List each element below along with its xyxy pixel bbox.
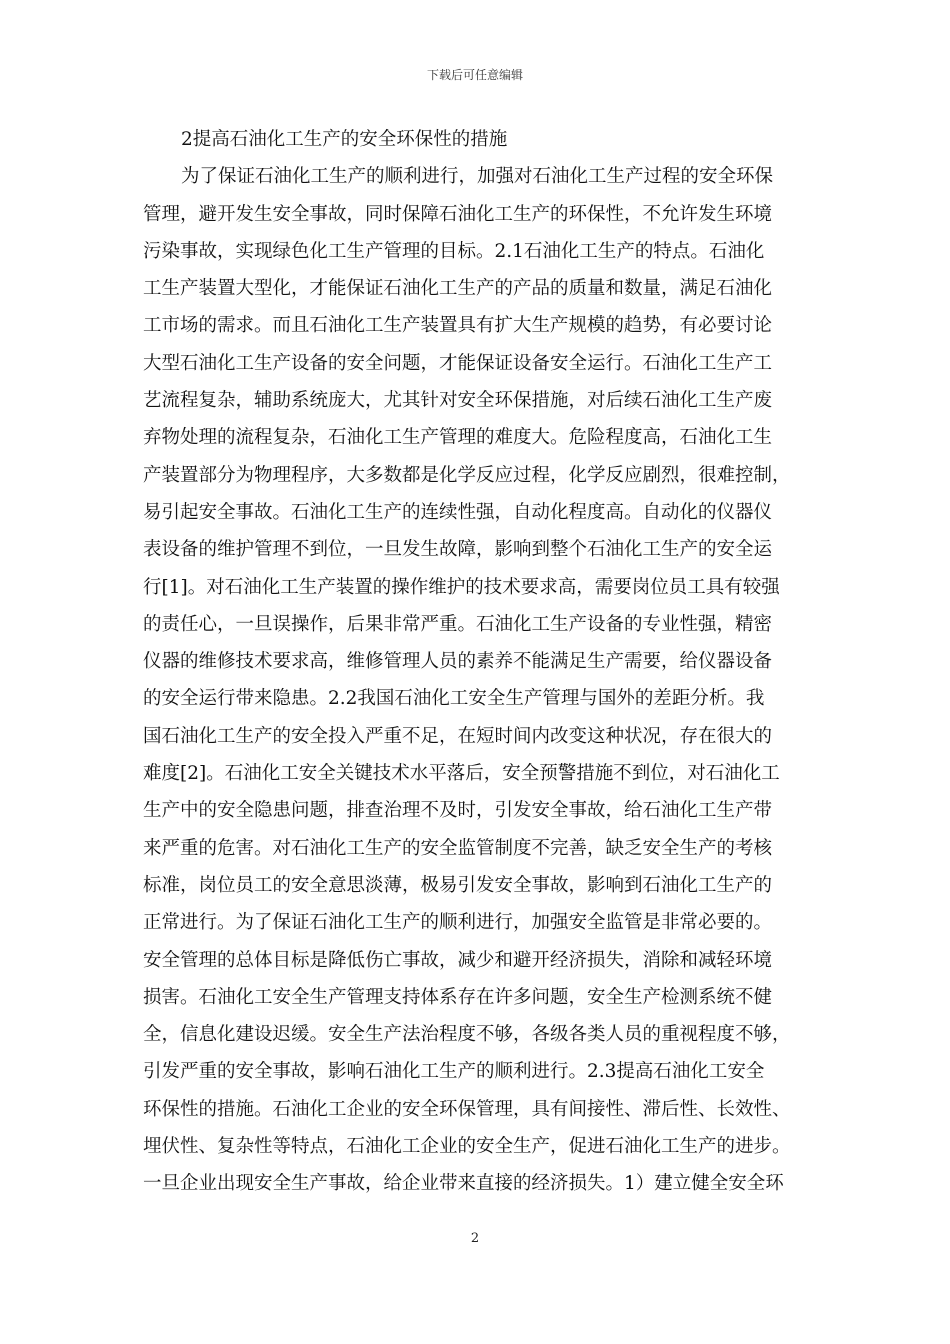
paragraph-line: 易引起安全事故。石油化工生产的连续性强，自动化程度高。自动化的仪器仪 xyxy=(143,501,773,523)
paragraph-line: 污染事故，实现绿色化工生产管理的目标。2.1石油化工生产的特点。石油化 xyxy=(143,240,765,262)
paragraph-line: 生产中的安全隐患问题，排查治理不及时，引发安全事故，给石油化工生产带 xyxy=(143,800,773,822)
paragraph-line: 安全管理的总体目标是降低伤亡事故，减少和避开经济损失，消除和减轻环境 xyxy=(143,949,773,971)
paragraph-line: 国石油化工生产的安全投入严重不足，在短时间内改变这种状况，存在很大的 xyxy=(143,725,773,747)
paragraph-line: 环保性的措施。石油化工企业的安全环保管理，具有间接性、滞后性、长效性、 xyxy=(143,1098,791,1120)
paragraph-line: 引发严重的安全事故，影响石油化工生产的顺利进行。2.3提高石油化工安全 xyxy=(143,1061,765,1083)
page-number: 2 xyxy=(470,1231,480,1246)
paragraph-line: 表设备的维护管理不到位，一旦发生故障，影响到整个石油化工生产的安全运 xyxy=(143,539,773,561)
paragraph-line: 大型石油化工生产设备的安全问题，才能保证设备安全运行。石油化工生产工 xyxy=(143,352,773,374)
paragraph-line: 损害。石油化工安全生产管理支持体系存在许多问题，安全生产检测系统不健 xyxy=(143,986,773,1008)
page-header: 下载后可任意编辑 xyxy=(426,68,523,82)
paragraph-line: 行[1]。对石油化工生产装置的操作维护的技术要求高，需要岗位员工具有较强 xyxy=(143,576,780,598)
paragraph-line: 产装置部分为物理程序，大多数都是化学反应过程，化学反应剧烈，很难控制， xyxy=(143,464,791,486)
paragraph-line: 全，信息化建设迟缓。安全生产法治程度不够，各级各类人员的重视程度不够， xyxy=(143,1024,791,1046)
paragraph-line: 来严重的危害。对石油化工生产的安全监管制度不完善，缺乏安全生产的考核 xyxy=(143,837,773,859)
section-heading: 2提高石油化工生产的安全环保性的措施 xyxy=(181,129,508,150)
paragraph-line: 弃物处理的流程复杂，石油化工生产管理的难度大。危险程度高，石油化工生 xyxy=(143,427,773,449)
paragraph-line: 艺流程复杂，辅助系统庞大，尤其针对安全环保措施，对后续石油化工生产废 xyxy=(143,390,773,412)
paragraph-line: 的责任心，一旦误操作，后果非常严重。石油化工生产设备的专业性强，精密 xyxy=(143,613,773,635)
document-body xyxy=(143,121,811,1203)
paragraph-line: 标准，岗位员工的安全意思淡薄，极易引发安全事故，影响到石油化工生产的 xyxy=(143,874,773,896)
paragraph-line: 一旦企业出现安全生产事故，给企业带来直接的经济损失。1）建立健全安全环 xyxy=(143,1173,784,1195)
paragraph-line: 工市场的需求。而且石油化工生产装置具有扩大生产规模的趋势，有必要讨论 xyxy=(143,315,773,337)
paragraph-line: 为了保证石油化工生产的顺利进行，加强对石油化工生产过程的安全环保 xyxy=(181,166,774,188)
paragraph-line: 仪器的维修技术要求高，维修管理人员的素养不能满足生产需要，给仪器设备 xyxy=(143,651,773,673)
paragraph-line: 难度[2]。石油化工安全关键技术水平落后，安全预警措施不到位，对石油化工 xyxy=(143,763,780,785)
paragraph-line: 的安全运行带来隐患。2.2我国石油化工安全生产管理与国外的差距分析。我 xyxy=(143,688,765,710)
paragraph-line: 工生产装置大型化，才能保证石油化工生产的产品的质量和数量，满足石油化 xyxy=(143,278,773,300)
paragraph-line: 埋伏性、复杂性等特点，石油化工企业的安全生产，促进石油化工生产的进步。 xyxy=(143,1136,791,1158)
paragraph-line: 正常进行。为了保证石油化工生产的顺利进行，加强安全监管是非常必要的。 xyxy=(143,912,773,934)
paragraph-line: 管理，避开发生安全事故，同时保障石油化工生产的环保性，不允许发生环境 xyxy=(143,203,773,225)
